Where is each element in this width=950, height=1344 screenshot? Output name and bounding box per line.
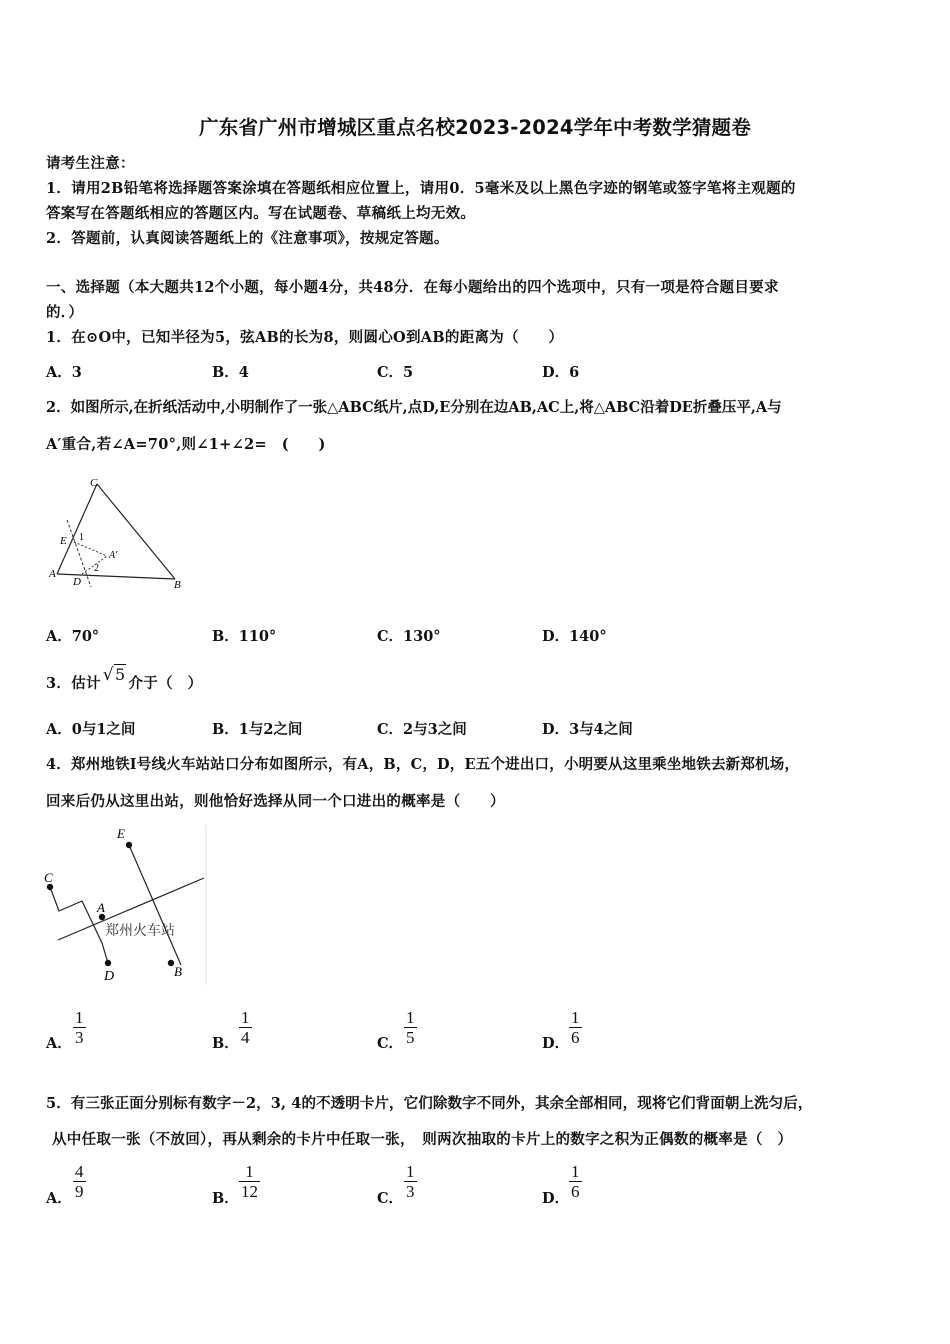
notice-line-2: 2．答题前，认真阅读答题纸上的《注意事项》，按规定答题。 xyxy=(46,230,449,247)
exit-d-dot xyxy=(105,960,111,966)
fraction-numerator: 1 xyxy=(571,1008,580,1027)
notice-heading: 请考生注意： xyxy=(46,155,135,172)
q3-stem-post: 介于（ ） xyxy=(128,675,203,692)
q3-stem-pre: 3．估计 xyxy=(46,675,101,692)
question-2-stem-b: A′重合,若∠A=70°,则∠1+∠2= ( ) xyxy=(46,436,326,453)
q4-option-a-label: A． xyxy=(46,1035,72,1052)
q4-option-b-fraction xyxy=(239,1008,252,1047)
q1-option-c: C．5 xyxy=(377,364,414,381)
q1-option-d: D．6 xyxy=(542,364,580,381)
label-exit-a: A xyxy=(97,900,105,915)
q2-option-a: A．70° xyxy=(46,628,100,645)
q5-option-d-fraction xyxy=(569,1162,582,1201)
q5-option-b-fraction xyxy=(239,1162,260,1201)
q5-option-b-label: B． xyxy=(212,1190,239,1207)
notice-line-1b: 答案写在答题纸相应的答题区内。写在试题卷、草稿纸上均无效。 xyxy=(46,205,476,222)
label-exit-e: E xyxy=(117,826,125,841)
fraction-denominator: 5 xyxy=(406,1028,415,1047)
q2-option-c: C．130° xyxy=(377,628,441,645)
q3-sqrt: √5 xyxy=(102,665,126,685)
fraction-denominator: 6 xyxy=(571,1182,580,1201)
fraction-numerator: 1 xyxy=(245,1162,254,1181)
fraction-numerator: 1 xyxy=(571,1162,580,1181)
q4-option-d-label: D． xyxy=(542,1035,570,1052)
fraction-numerator: 4 xyxy=(75,1162,84,1181)
fraction-denominator: 9 xyxy=(75,1182,84,1201)
label-a: A xyxy=(49,568,56,580)
q3-option-a: A．0与1之间 xyxy=(46,721,136,738)
q1-option-b: B．4 xyxy=(212,364,249,381)
question-2-stem-a: 2．如图所示,在折纸活动中,小明制作了一张△ABC纸片,点D,E分别在边AB,AC上,将△ABC沿着DE折叠压平,A与 xyxy=(46,399,782,416)
exit-e-b-path xyxy=(129,845,181,965)
fraction-numerator: 1 xyxy=(406,1162,415,1181)
fraction-denominator: 3 xyxy=(406,1182,415,1201)
side-cb xyxy=(97,484,175,579)
q4-option-c-fraction xyxy=(404,1008,417,1047)
label-exit-c: C xyxy=(44,870,53,885)
fraction-denominator: 6 xyxy=(571,1028,580,1047)
label-exit-d: D xyxy=(104,969,115,984)
q3-option-d: D．3与4之间 xyxy=(542,721,633,738)
q5-option-d-label: D． xyxy=(542,1190,570,1207)
q4-option-a-fraction xyxy=(73,1008,86,1047)
q2-triangle-figure xyxy=(45,470,195,595)
question-4-stem-b: 回来后仍从这里出站，则他恰好选择从同一个口进出的概率是（ ） xyxy=(46,793,505,810)
q5-option-a-fraction xyxy=(73,1162,86,1201)
notice-line-1a: 1．请用2B铅笔将选择题答案涂填在答题纸相应位置上，请用0．5毫米及以上黑色字迹的钢笔或签字笔将主观题的 xyxy=(46,180,796,197)
exit-e-dot xyxy=(126,842,132,848)
label-angle-1: 1 xyxy=(79,532,84,543)
question-5-stem-a: 5．有三张正面分别标有数字－2，3, 4的不透明卡片，它们除数字不同外，其余全部相同，现将它们背面朝上洗匀后， xyxy=(46,1095,813,1112)
label-c: C xyxy=(90,477,98,489)
exit-c-d-path xyxy=(50,887,108,963)
q3-radicand: 5 xyxy=(114,665,126,684)
fraction-denominator: 12 xyxy=(241,1182,258,1201)
q4-station-figure xyxy=(44,825,209,990)
section-heading-line-1: 一、选择题（本大题共12个小题，每小题4分，共48分．在每小题给出的四个选项中，只有一项是符合题目要求 xyxy=(46,279,779,296)
question-4-stem-a: 4．郑州地铁Ⅰ号线火车站站口分布如图所示，有A，B，C，D，E五个进出口，小明要从这里乘坐地铁去新郑机场， xyxy=(46,756,800,773)
side-ac xyxy=(57,484,97,574)
fraction-numerator: 1 xyxy=(241,1008,250,1027)
q4-option-d-fraction xyxy=(569,1008,582,1047)
section-heading-line-2: 的．） xyxy=(46,304,84,321)
label-d: D xyxy=(73,576,81,588)
fraction-numerator: 1 xyxy=(406,1008,415,1027)
page-title: 广东省广州市增城区重点名校2023-2024学年中考数学猜题卷 xyxy=(199,116,751,139)
question-1-stem: 1．在⊙O中，已知半径为5，弦AB的长为8，则圆心O到AB的距离为（ ） xyxy=(46,329,564,346)
q4-option-c-label: C． xyxy=(377,1035,404,1052)
fraction-numerator: 1 xyxy=(75,1008,84,1027)
label-station: 郑州火车站 xyxy=(105,923,175,939)
q1-option-a: A．3 xyxy=(46,364,82,381)
fraction-denominator: 4 xyxy=(241,1028,250,1047)
q5-option-c-label: C． xyxy=(377,1190,404,1207)
q4-option-b-label: B． xyxy=(212,1035,239,1052)
q3-option-b: B．1与2之间 xyxy=(212,721,303,738)
question-3-stem xyxy=(46,665,203,693)
q2-option-b: B．110° xyxy=(212,628,277,645)
label-exit-b: B xyxy=(174,964,182,979)
label-angle-2: 2 xyxy=(94,563,99,574)
label-b: B xyxy=(174,579,181,591)
q3-option-c: C．2与3之间 xyxy=(377,721,467,738)
q5-option-c-fraction xyxy=(404,1162,417,1201)
q5-option-a-label: A． xyxy=(46,1190,72,1207)
label-a-prime: A′ xyxy=(109,550,118,561)
question-5-stem-b: 从中任取一张（不放回），再从剩余的卡片中任取一张， 则两次抽取的卡片上的数字之积为正偶数的概率是（ ） xyxy=(52,1131,793,1148)
label-e: E xyxy=(60,535,67,547)
q2-option-d: D．140° xyxy=(542,628,607,645)
fraction-denominator: 3 xyxy=(75,1028,84,1047)
